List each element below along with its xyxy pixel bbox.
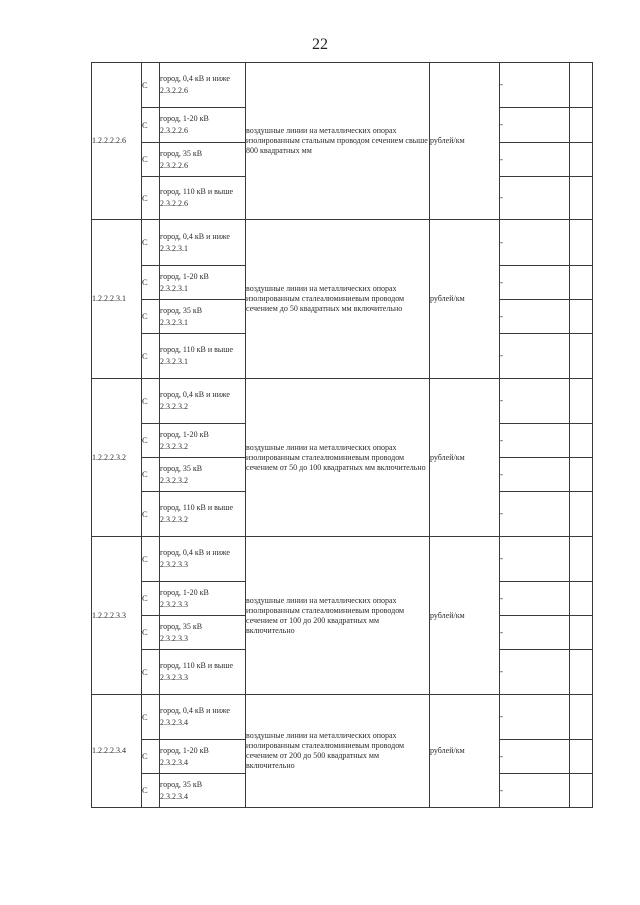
category-cell: С xyxy=(142,63,160,108)
table-row xyxy=(92,220,593,266)
empty-cell xyxy=(570,616,593,650)
value-cell: - xyxy=(500,108,570,143)
category-cell: С xyxy=(142,424,160,458)
voltage-subcode: 2.3.2.3.4 xyxy=(160,757,188,767)
group-unit: рублей/км xyxy=(430,220,500,379)
group-code: 1.2.2.2.3.2 xyxy=(92,379,142,537)
voltage-subcode: 2.3.2.3.1 xyxy=(160,317,188,327)
voltage-cell xyxy=(160,108,246,143)
category-cell: С xyxy=(142,334,160,379)
voltage-subcode: 2.3.2.2.6 xyxy=(160,199,188,208)
category-cell: С xyxy=(142,650,160,695)
empty-cell xyxy=(570,63,593,108)
category-cell: С xyxy=(142,774,160,808)
voltage-cell xyxy=(160,379,246,424)
voltage-cell xyxy=(160,143,246,177)
voltage-subcode: 2.3.2.3.3 xyxy=(160,673,188,682)
voltage-subcode: 2.3.2.3.1 xyxy=(160,243,188,253)
voltage-label: город, 110 кВ и выше xyxy=(160,503,233,512)
category-cell: С xyxy=(142,220,160,266)
voltage-cell xyxy=(160,774,246,808)
category-cell: С xyxy=(142,582,160,616)
empty-cell xyxy=(570,740,593,774)
group-unit: рублей/км xyxy=(430,537,500,695)
voltage-label: город, 0,4 кВ и ниже xyxy=(160,390,230,399)
voltage-cell xyxy=(160,334,246,379)
empty-cell xyxy=(570,695,593,740)
voltage-subcode: 2.3.2.3.2 xyxy=(160,515,188,524)
voltage-subcode: 2.3.2.3.2 xyxy=(160,441,188,451)
value-cell: - xyxy=(500,537,570,582)
voltage-cell xyxy=(160,300,246,334)
value-cell: - xyxy=(500,266,570,300)
voltage-label: город, 0,4 кВ и ниже xyxy=(160,548,230,557)
group-unit: рублей/км xyxy=(430,695,500,808)
voltage-cell xyxy=(160,458,246,492)
group-code: 1.2.2.2.3.4 xyxy=(92,695,142,808)
voltage-label: город, 1-20 кВ xyxy=(160,745,209,755)
empty-cell xyxy=(570,492,593,537)
category-cell: С xyxy=(142,266,160,300)
voltage-label: город, 1-20 кВ xyxy=(160,114,209,123)
page-number: 22 xyxy=(312,36,328,53)
value-cell: - xyxy=(500,695,570,740)
category-cell: С xyxy=(142,740,160,774)
voltage-cell xyxy=(160,582,246,616)
voltage-label: город, 110 кВ и выше xyxy=(160,345,233,354)
voltage-subcode: 2.3.2.3.4 xyxy=(160,791,188,801)
empty-cell xyxy=(570,458,593,492)
voltage-cell xyxy=(160,177,246,220)
group-description: воздушные линии на металлических опорах изолированным стальным проводом сечением свыше 800 квадратных мм xyxy=(246,63,430,220)
voltage-label: город, 35 кВ xyxy=(160,621,203,631)
category-cell: С xyxy=(142,695,160,740)
empty-cell xyxy=(570,334,593,379)
empty-cell xyxy=(570,379,593,424)
voltage-subcode: 2.3.2.3.1 xyxy=(160,357,188,366)
voltage-cell xyxy=(160,740,246,774)
value-cell: - xyxy=(500,220,570,266)
value-cell: - xyxy=(500,582,570,616)
voltage-label: город, 35 кВ xyxy=(160,779,203,789)
voltage-subcode: 2.3.2.3.2 xyxy=(160,475,188,485)
value-cell: - xyxy=(500,424,570,458)
voltage-subcode: 2.3.2.3.3 xyxy=(160,633,188,643)
value-cell: - xyxy=(500,740,570,774)
group-unit: рублей/км xyxy=(430,379,500,537)
value-cell: - xyxy=(500,492,570,537)
voltage-subcode: 2.3.2.3.4 xyxy=(160,718,188,727)
voltage-subcode: 2.3.2.2.6 xyxy=(160,160,188,170)
value-cell: - xyxy=(500,616,570,650)
voltage-label: город, 35 кВ xyxy=(160,305,203,315)
voltage-cell xyxy=(160,616,246,650)
voltage-label: город, 35 кВ xyxy=(160,463,203,473)
table-row xyxy=(92,695,593,740)
category-cell: С xyxy=(142,537,160,582)
value-cell: - xyxy=(500,774,570,808)
tariff-table xyxy=(91,62,593,808)
voltage-label: город, 110 кВ и выше xyxy=(160,187,233,196)
group-description: воздушные линии на металлических опорах изолированным сталеалюминиевым проводом сечением от 50 до 100 квадратных мм включительно xyxy=(246,379,430,537)
empty-cell xyxy=(570,220,593,266)
group-unit: рублей/км xyxy=(430,63,500,220)
voltage-label: город, 0,4 кВ и ниже xyxy=(160,706,230,715)
table-row xyxy=(92,63,593,108)
empty-cell xyxy=(570,108,593,143)
value-cell: - xyxy=(500,334,570,379)
empty-cell xyxy=(570,537,593,582)
voltage-cell xyxy=(160,220,246,266)
voltage-cell xyxy=(160,492,246,537)
value-cell: - xyxy=(500,177,570,220)
category-cell: С xyxy=(142,108,160,143)
value-cell: - xyxy=(500,143,570,177)
value-cell: - xyxy=(500,458,570,492)
empty-cell xyxy=(570,300,593,334)
category-cell: С xyxy=(142,616,160,650)
value-cell: - xyxy=(500,650,570,695)
voltage-cell xyxy=(160,537,246,582)
voltage-cell xyxy=(160,650,246,695)
value-cell: - xyxy=(500,379,570,424)
voltage-label: город, 0,4 кВ и ниже xyxy=(160,231,230,241)
voltage-label: город, 35 кВ xyxy=(160,148,203,158)
empty-cell xyxy=(570,582,593,616)
group-description: воздушные линии на металлических опорах изолированным сталеалюминиевым проводом сечением от 200 до 500 квадратных мм включительно xyxy=(246,695,430,808)
voltage-cell xyxy=(160,266,246,300)
group-code: 1.2.2.2.2.6 xyxy=(92,63,142,220)
voltage-label: город, 1-20 кВ xyxy=(160,587,209,597)
voltage-label: город, 110 кВ и выше xyxy=(160,661,233,670)
empty-cell xyxy=(570,143,593,177)
group-description: воздушные линии на металлических опорах изолированным сталеалюминиевым проводом сечением от 100 до 200 квадратных мм включительно xyxy=(246,537,430,695)
voltage-subcode: 2.3.2.3.3 xyxy=(160,599,188,609)
voltage-subcode: 2.3.2.3.3 xyxy=(160,560,188,569)
category-cell: С xyxy=(142,458,160,492)
empty-cell xyxy=(570,424,593,458)
voltage-label: город, 1-20 кВ xyxy=(160,429,209,439)
value-cell: - xyxy=(500,63,570,108)
empty-cell xyxy=(570,177,593,220)
voltage-subcode: 2.3.2.2.6 xyxy=(160,126,188,135)
table-row xyxy=(92,537,593,582)
empty-cell xyxy=(570,650,593,695)
category-cell: С xyxy=(142,177,160,220)
voltage-cell xyxy=(160,63,246,108)
group-code: 1.2.2.2.3.1 xyxy=(92,220,142,379)
voltage-subcode: 2.3.2.2.6 xyxy=(160,86,188,95)
voltage-label: город, 1-20 кВ xyxy=(160,271,209,281)
category-cell: С xyxy=(142,143,160,177)
voltage-cell xyxy=(160,424,246,458)
voltage-subcode: 2.3.2.3.2 xyxy=(160,402,188,411)
category-cell: С xyxy=(142,379,160,424)
group-description: воздушные линии на металлических опорах изолированным сталеалюминиевым проводом сечением до 50 квадратных мм включительно xyxy=(246,220,430,379)
voltage-subcode: 2.3.2.3.1 xyxy=(160,283,188,293)
voltage-cell xyxy=(160,695,246,740)
empty-cell xyxy=(570,774,593,808)
value-cell: - xyxy=(500,300,570,334)
table-row xyxy=(92,379,593,424)
voltage-label: город, 0,4 кВ и ниже xyxy=(160,74,230,83)
empty-cell xyxy=(570,266,593,300)
category-cell: С xyxy=(142,492,160,537)
category-cell: С xyxy=(142,300,160,334)
group-code: 1.2.2.2.3.3 xyxy=(92,537,142,695)
